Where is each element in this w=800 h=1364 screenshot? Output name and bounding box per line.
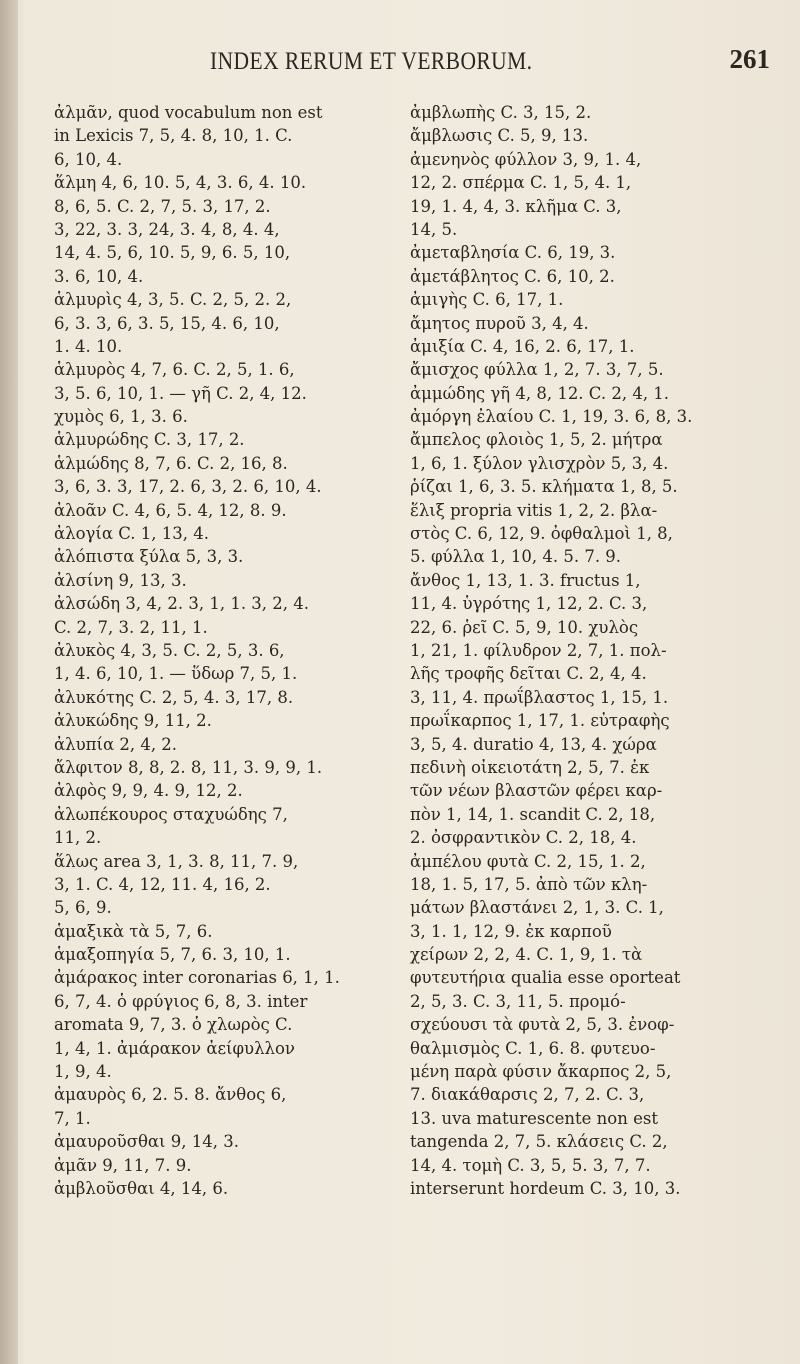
index-line: σχεύουσι τὰ φυτὰ 2, 5, 3. ἐνοφ- — [410, 1015, 675, 1035]
index-line: 1, 21, 1. φίλυδρον 2, 7, 1. πολ- — [410, 640, 667, 660]
index-column-left — [54, 101, 394, 1200]
index-line: πὸν 1, 14, 1. scandit C. 2, 18, — [410, 804, 656, 824]
index-line: in Lexicis 7, 5, 4. 8, 10, 1. C. — [54, 126, 293, 146]
index-line: 3, 6, 3. 3, 17, 2. 6, 3, 2. 6, 10, 4. — [54, 477, 322, 497]
index-line: 11, 2. — [54, 828, 102, 848]
index-line: ἀλόπιστα ξύλα 5, 3, 3. — [54, 547, 244, 567]
index-line: ἀλυκὸς 4, 3, 5. C. 2, 5, 3. 6, — [54, 640, 285, 660]
index-line: ἀλοᾶν C. 4, 6, 5. 4, 12, 8. 9. — [54, 500, 287, 520]
index-line: 6, 10, 4. — [54, 149, 123, 169]
index-line: ἀμαυρὸς 6, 2. 5. 8. ἄνθος 6, — [54, 1085, 287, 1105]
index-line: ἀμιξία C. 4, 16, 2. 6, 17, 1. — [410, 336, 635, 356]
index-line: ἁλμυρώδης C. 3, 17, 2. — [54, 430, 245, 450]
index-line: χείρων 2, 2, 4. C. 1, 9, 1. τὰ — [410, 945, 643, 965]
index-line: ἄμβλωσις C. 5, 9, 13. — [410, 126, 589, 146]
index-line: 1, 4. 6, 10, 1. — ὕδωρ 7, 5, 1. — [54, 664, 298, 684]
index-line: ἀμβλοῦσθαι 4, 14, 6. — [54, 1178, 229, 1198]
page-binding-edge — [0, 0, 18, 1364]
index-line: 3, 5, 4. duratio 4, 13, 4. χώρα — [410, 734, 657, 754]
index-line: ἀμεταβλησία C. 6, 19, 3. — [410, 243, 616, 263]
index-line: ῥίζαι 1, 6, 3. 5. κλήματα 1, 8, 5. — [410, 477, 678, 497]
index-line: 12, 2. σπέρμα C. 1, 5, 4. 1, — [410, 173, 632, 193]
index-line: στὸς C. 6, 12, 9. ὀφθαλμοὶ 1, 8, — [410, 524, 673, 544]
index-line: ἄμισχος φύλλα 1, 2, 7. 3, 7, 5. — [410, 360, 664, 380]
index-line: 14, 4. τομὴ C. 3, 5, 5. 3, 7, 7. — [410, 1155, 651, 1175]
index-line: 3. 6, 10, 4. — [54, 266, 144, 286]
index-line: 1, 6, 1. ξύλον γλισχρὸν 5, 3, 4. — [410, 453, 669, 473]
index-line: ἁμαξικὰ τὰ 5, 7, 6. — [54, 921, 213, 941]
index-line: 13. uva maturescente non est — [410, 1108, 658, 1128]
index-line: ἕλιξ propria vitis 1, 2, 2. βλα- — [410, 500, 658, 520]
index-line: τῶν νέων βλαστῶν φέρει καρ- — [410, 781, 663, 801]
index-line: ἀλυπία 2, 4, 2. — [54, 734, 178, 754]
index-line: ἀλφὸς 9, 9, 4. 9, 12, 2. — [54, 781, 243, 801]
index-line: ἀλογία C. 1, 13, 4. — [54, 524, 209, 544]
index-line: tangenda 2, 7, 5. κλάσεις C. 2, — [410, 1132, 668, 1152]
index-line: 19, 1. 4, 4, 3. κλῆμα C. 3, — [410, 196, 622, 216]
index-line: ἀλσίνη 9, 13, 3. — [54, 570, 187, 590]
index-line: ἀμᾶν 9, 11, 7. 9. — [54, 1155, 192, 1175]
index-line: ἀλμᾶν, quod vocabulum non est — [54, 103, 323, 122]
index-line: 1, 4, 1. ἀμάρακον ἀείφυλλον — [54, 1038, 295, 1058]
index-line: ἀλσώδη 3, 4, 2. 3, 1, 1. 3, 2, 4. — [54, 594, 310, 614]
index-line: 3, 1. 1, 12, 9. ἐκ καρποῦ — [410, 921, 612, 941]
index-line: ἄλφιτον 8, 8, 2. 8, 11, 3. 9, 9, 1. — [54, 757, 323, 777]
index-line: 22, 6. ῥεῖ C. 5, 9, 10. χυλὸς — [410, 617, 639, 637]
index-line: ἀμιγὴς C. 6, 17, 1. — [410, 290, 564, 310]
index-line: ἄνθος 1, 13, 1. 3. fructus 1, — [410, 570, 641, 590]
index-line: 3, 5. 6, 10, 1. — γῆ C. 2, 4, 12. — [54, 383, 307, 403]
index-line: 14, 5. — [410, 219, 458, 239]
index-line: ἀλυκότης C. 2, 5, 4. 3, 17, 8. — [54, 687, 294, 707]
index-line: λῆς τροφῆς δεῖται C. 2, 4, 4. — [410, 664, 647, 684]
index-line: ἁλμώδης 8, 7, 6. C. 2, 16, 8. — [54, 453, 288, 473]
index-line: χυμὸς 6, 1, 3. 6. — [54, 407, 188, 427]
index-line: πρωΐκαρπος 1, 17, 1. εὐτραφὴς — [410, 711, 670, 731]
index-line: 7. διακάθαρσις 2, 7, 2. C. 3, — [410, 1085, 645, 1105]
index-line: aromata 9, 7, 3. ὁ χλωρὸς C. — [54, 1015, 293, 1035]
index-line: ἅλως area 3, 1, 3. 8, 11, 7. 9, — [54, 851, 299, 871]
page-number: 261 — [729, 44, 770, 74]
index-line: θαλμισμὸς C. 1, 6. 8. φυτευο- — [410, 1038, 656, 1058]
index-line: 3, 11, 4. πρωΐβλαστος 1, 15, 1. — [410, 687, 669, 707]
index-line: ἄμητος πυροῦ 3, 4, 4. — [410, 313, 589, 333]
index-line: 5. φύλλα 1, 10, 4. 5. 7. 9. — [410, 547, 622, 567]
index-line: ἀλωπέκουρος σταχυώδης 7, — [54, 804, 288, 824]
index-line: πεδινὴ οἰκειοτάτη 2, 5, 7. ἐκ — [410, 757, 650, 777]
running-header — [210, 44, 770, 84]
index-line: C. 2, 7, 3. 2, 11, 1. — [54, 617, 208, 637]
index-line: ἀμόργη ἐλαίου C. 1, 19, 3. 6, 8, 3. — [410, 407, 693, 427]
index-line: 11, 4. ὑγρότης 1, 12, 2. C. 3, — [410, 594, 648, 614]
index-line: ἀμάρακος inter coronarias 6, 1, 1. — [54, 968, 340, 988]
index-line: ἁλμυρὸς 4, 7, 6. C. 2, 5, 1. 6, — [54, 360, 295, 380]
index-line: 6, 7, 4. ὁ φρύγιος 6, 8, 3. inter — [54, 991, 308, 1011]
index-line: μάτων βλαστάνει 2, 1, 3. C. 1, — [410, 898, 664, 918]
index-line: ἀμετάβλητος C. 6, 10, 2. — [410, 266, 615, 286]
index-line: 2, 5, 3. C. 3, 11, 5. προμό- — [410, 991, 626, 1011]
index-line: ἁμαξοπηγία 5, 7, 6. 3, 10, 1. — [54, 945, 291, 965]
index-line: ἀμενηνὸς φύλλον 3, 9, 1. 4, — [410, 149, 642, 169]
index-line: 7, 1. — [54, 1108, 91, 1128]
index-line: ἀμβλωπὴς C. 3, 15, 2. — [410, 103, 592, 122]
index-line: μένη παρὰ φύσιν ἄκαρπος 2, 5, — [410, 1062, 672, 1082]
index-line: 18, 1. 5, 17, 5. ἀπὸ τῶν κλη- — [410, 874, 648, 894]
index-line: 5, 6, 9. — [54, 898, 112, 918]
index-line: 3, 22, 3. 3, 24, 3. 4, 8, 4. 4, — [54, 219, 280, 239]
index-line: 1. 4. 10. — [54, 336, 123, 356]
index-line: 8, 6, 5. C. 2, 7, 5. 3, 17, 2. — [54, 196, 271, 216]
index-line: ἀμαυροῦσθαι 9, 14, 3. — [54, 1132, 239, 1152]
index-line: ἀλυκώδης 9, 11, 2. — [54, 711, 212, 731]
index-line: 1, 9, 4. — [54, 1062, 112, 1082]
index-line: φυτευτήρια qualia esse oporteat — [410, 968, 681, 988]
index-line: 3, 1. C. 4, 12, 11. 4, 16, 2. — [54, 874, 271, 894]
running-title: INDEX RERUM ET VERBORUM. — [210, 48, 533, 75]
index-line: 14, 4. 5, 6, 10. 5, 9, 6. 5, 10, — [54, 243, 291, 263]
index-line: ἄμπελος φλοιὸς 1, 5, 2. μήτρα — [410, 430, 663, 450]
index-line: 6, 3. 3, 6, 3. 5, 15, 4. 6, 10, — [54, 313, 280, 333]
index-line: ἁλμυρὶς 4, 3, 5. C. 2, 5, 2. 2, — [54, 290, 292, 310]
index-line: ἅλμη 4, 6, 10. 5, 4, 3. 6, 4. 10. — [54, 173, 307, 193]
index-column-right — [410, 101, 794, 1200]
index-line: interserunt hordeum C. 3, 10, 3. — [410, 1178, 681, 1198]
index-line: 2. ὀσφραντικὸν C. 2, 18, 4. — [410, 828, 637, 848]
index-line: ἀμμώδης γῆ 4, 8, 12. C. 2, 4, 1. — [410, 383, 670, 403]
index-line: ἀμπέλου φυτὰ C. 2, 15, 1. 2, — [410, 851, 646, 871]
